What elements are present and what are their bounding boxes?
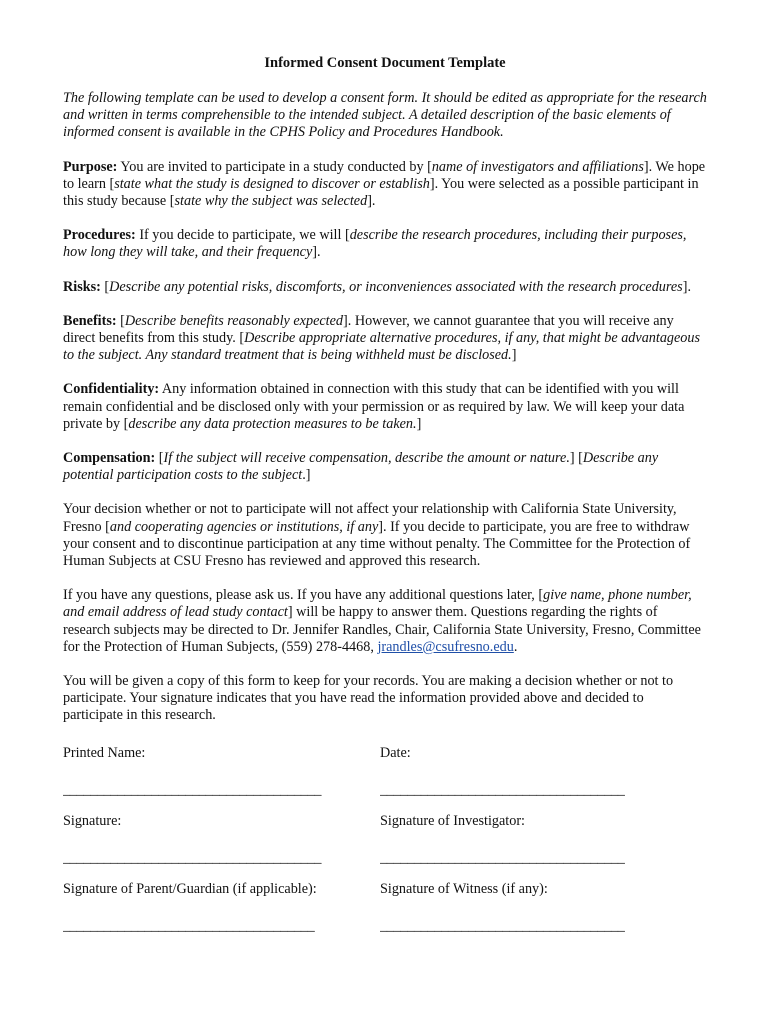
- procedures-text-1: If you decide to participate, we will [: [135, 227, 350, 244]
- confidentiality-placeholder-1: describe any data protection measures to be taken.: [128, 415, 417, 432]
- purpose-placeholder-1: name of investigators and affiliations: [431, 158, 644, 175]
- witness-signature-line[interactable]: ____________________________________: [380, 917, 625, 934]
- signature-block: [63, 745, 707, 949]
- decision-text-2: ]. If you decide to participate, you are free to withdraw your consent and to discontinue participation at any time without penalty. The Committee for the Protection of Human Subjects at CSU Fresno has reviewed and approved this research.: [63, 518, 691, 570]
- signature-line[interactable]: ______________________________________: [63, 849, 322, 866]
- compensation-paragraph: [63, 450, 707, 484]
- signature-field: [63, 813, 380, 881]
- benefits-placeholder-1: Describe benefits reasonably expected: [124, 312, 343, 329]
- risks-label: Risks:: [63, 278, 101, 295]
- purpose-paragraph: [63, 159, 707, 211]
- intro-paragraph: The following template can be used to develop a consent form. It should be edited as appropriate for the research and written in terms comprehensible to the intended subject. A detailed description of the basic elements of informed consent is available in the CPHS Policy and Procedures Handbook.: [63, 90, 707, 141]
- benefits-text-3: ]: [511, 347, 517, 364]
- purpose-text-4: ].: [367, 193, 376, 210]
- benefits-text-1: [: [116, 312, 125, 329]
- compensation-label: Compensation:: [63, 450, 156, 467]
- benefits-paragraph: [63, 313, 707, 365]
- compensation-text-2: ] [: [569, 450, 583, 467]
- printed-name-label: Printed Name:: [63, 744, 146, 761]
- confidentiality-paragraph: [63, 381, 707, 433]
- risks-text-2: ].: [682, 278, 691, 295]
- investigator-signature-line[interactable]: ____________________________________: [380, 849, 625, 866]
- procedures-label: Procedures:: [63, 227, 136, 244]
- questions-text-1: If you have any questions, please ask us. If you have any additional questions later, [: [63, 587, 544, 604]
- purpose-text-3: ]. You were selected as a possible participant in this study because [: [63, 175, 699, 210]
- purpose-label: Purpose:: [63, 158, 118, 175]
- printed-name-field: [63, 745, 380, 813]
- compensation-text-1: [: [155, 450, 164, 467]
- questions-text-3: .: [513, 638, 518, 655]
- signature-label: Signature:: [63, 812, 122, 829]
- purpose-text-1: You are invited to participate in a study conducted by [: [117, 158, 432, 175]
- decision-placeholder-1: and cooperating agencies or institutions, if any: [109, 518, 379, 535]
- questions-paragraph: [63, 587, 707, 656]
- compensation-placeholder-1: If the subject will receive compensation, describe the amount or nature.: [163, 450, 570, 467]
- date-field: [380, 745, 660, 813]
- witness-signature-field: [380, 881, 660, 949]
- benefits-placeholder-2: Describe appropriate alternative procedures, if any, that might be advantageous to the subject. Any standard treatment that is being withheld must be disclosed.: [63, 330, 701, 364]
- parent-signature-field: [63, 881, 380, 949]
- decision-text-1: Your decision whether or not to participate will not affect your relationship with California State University, Fresno [: [63, 501, 677, 535]
- benefits-text-2: ]. However, we cannot guarantee that you will receive any direct benefits from this study. [: [63, 312, 674, 347]
- printed-name-line[interactable]: ______________________________________: [63, 781, 322, 798]
- parent-signature-label: Signature of Parent/Guardian (if applicable):: [63, 880, 317, 897]
- risks-placeholder-1: Describe any potential risks, discomforts, or inconveniences associated with the research procedures: [109, 278, 683, 295]
- questions-placeholder-1: give name, phone number, and email address of lead study contact: [63, 587, 692, 621]
- benefits-label: Benefits:: [63, 312, 117, 329]
- copy-paragraph: You will be given a copy of this form to keep for your records. You are making a decision whether or not to participate. Your signature indicates that you have read the information provided above and decided to participate in this research.: [63, 673, 674, 724]
- purpose-placeholder-2: state what the study is designed to discover or establish: [114, 175, 430, 192]
- procedures-text-2: ].: [312, 244, 321, 261]
- purpose-text-2: ]. We hope to learn [: [63, 158, 706, 192]
- document-title: Informed Consent Document Template: [264, 55, 506, 71]
- decision-paragraph: [63, 501, 707, 570]
- purpose-placeholder-3: state why the subject was selected: [174, 193, 368, 210]
- investigator-signature-label: Signature of Investigator:: [380, 812, 525, 829]
- confidentiality-label: Confidentiality:: [63, 381, 160, 398]
- parent-signature-line[interactable]: _____________________________________: [63, 917, 315, 934]
- procedures-placeholder-1: describe the research procedures, including their purposes, how long they will take, and their frequency: [63, 227, 687, 261]
- questions-text-2: ] will be happy to answer them. Questions regarding the rights of research subjects may be directed to Dr. Jennifer Randles, Chair, California State University, Fresno, Committee for the Protection of Human Subjects, (559) 278-4468,: [63, 604, 701, 655]
- chair-email-link[interactable]: jrandles@csufresno.edu: [377, 638, 514, 655]
- confidentiality-text-1: Any information obtained in connection with this study that can be identified with you will remain confidential and be disclosed only with your permission or as required by law. We will keep your data private by [: [63, 381, 685, 432]
- date-label: Date:: [380, 744, 411, 761]
- procedures-paragraph: [63, 227, 707, 261]
- witness-signature-label: Signature of Witness (if any):: [380, 880, 548, 897]
- risks-text-1: [: [100, 278, 110, 295]
- investigator-signature-field: [380, 813, 660, 881]
- confidentiality-text-2: ]: [416, 415, 422, 432]
- compensation-placeholder-2: Describe any potential participation costs to the subject: [63, 450, 659, 484]
- risks-paragraph: [63, 279, 707, 296]
- compensation-text-3: .]: [302, 467, 311, 484]
- date-line[interactable]: ____________________________________: [380, 781, 625, 798]
